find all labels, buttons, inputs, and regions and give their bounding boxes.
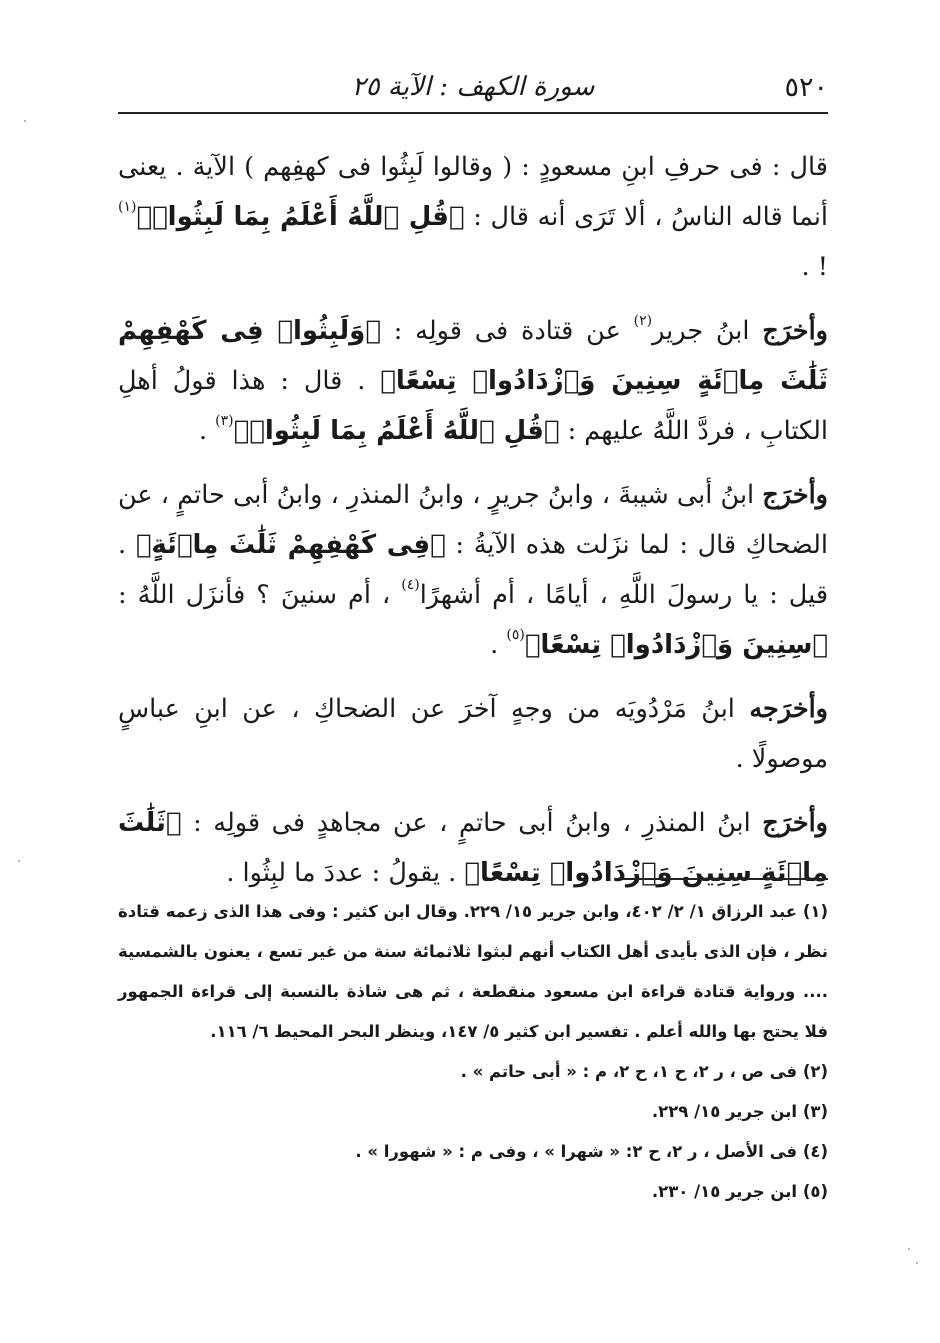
footnote-ref-2: (٣) — [215, 413, 234, 429]
quran-quote-2: ﴿سِنِينَ وَٱزْدَادُوا۟ تِسْعًا﴾ — [524, 630, 828, 660]
paragraph-text-2: . قيل : يا رسولَ اللَّهِ ، أيامًا ، أم أشهرًا — [118, 530, 829, 610]
paragraph-tail: . يقولُ : عددَ ما لبِثُوا . — [226, 858, 465, 888]
footnote-ref-2: (٥) — [506, 627, 525, 643]
paragraph-text: قال : فى حرفِ ابنِ مسعودٍ : ( وقالوا لَبِثُوا فى كهفِهم ) الآية . يعنى أنما قاله الناسُ ، ألا تَرَى أنه قال : — [118, 152, 828, 232]
paragraph-text-2: عن قتادة فى قولِه : — [380, 316, 634, 346]
paragraph-3 — [118, 470, 828, 670]
paragraph-4 — [118, 684, 828, 784]
scan-speck — [916, 1262, 918, 1264]
scan-speck — [24, 120, 26, 122]
footnote-2: (٢) فى ص ، ر ٢، ح ١، ح ٢، م : « أبى حاتم » . — [460, 1062, 828, 1081]
footnote-4: (٤) فى الأصل ، ر ٢، ح ٢: « شهرا » ، وفى م : « شهورا » . — [355, 1142, 828, 1161]
paragraph-2 — [118, 306, 828, 456]
footnote-divider — [620, 878, 828, 880]
footnote-ref: (٤) — [401, 577, 420, 593]
scan-speck — [18, 860, 20, 862]
paragraph-text-3: ، أم سنينَ ؟ فأنزَل اللَّهُ : — [118, 580, 402, 610]
paragraph-lead: وأخرَج — [762, 480, 828, 510]
quran-quote: ﴿وَلَبِثُوا۟ فِى كَهْفِهِمْ ثَلَٰثَ مِا۟ئَةٍ سِنِينَ وَٱزْدَادُوا۟ تِسْعًا﴾ — [118, 316, 828, 396]
quran-quote: ﴿قُلِ ٱللَّهُ أَعْلَمُ بِمَا لَبِثُوا۟﴾ — [136, 202, 465, 232]
paragraph-lead: وأخرَج — [762, 316, 828, 346]
running-title: سورة الكهف : الآية ٢٥ — [351, 72, 595, 102]
footnote-1: (١) عبد الرزاق ١/ ٢/ ٤٠٢، وابن جرير ١٥/ ٢٢٩. وقال ابن كثير : وفى هذا الذى زعمه قتادة نظر ، فإن الذى بأيدى أهل الكتاب أنهم لبثوا ثلاثمائة سنة من غير تسع ، يعنون بالشمسية .... ورواية قتادة قراءة ابن مسعود منقطعة ، ثم هى شاذة بالنسبة إلى قراءة الجمهور فلا يحتج بها والله أعلم . تفسير ابن كثير ٥/ ١٤٧، وينظر البحر المحيط ٦/ ١١٦. — [118, 902, 828, 1041]
scan-speck — [908, 1248, 910, 1250]
main-text — [118, 142, 828, 898]
footnote-5: (٥) ابن جرير ١٥/ ٢٣٠. — [651, 1182, 828, 1201]
paragraph-tail: . — [198, 416, 216, 446]
page-header — [118, 60, 828, 114]
footnotes-section — [118, 878, 828, 1212]
quran-quote: ﴿فِى كَهْفِهِمْ ثَلَٰثَ مِا۟ئَةٍ﴾ — [135, 530, 446, 560]
paragraph-text: ابنُ مَرْدُويَه من وجهٍ آخرَ عن الضحاكِ ، عن ابنِ عباسٍ موصولًا . — [118, 694, 828, 774]
paragraph-text-3: . قال : هذا قولُ أهلِ الكتابِ ، فردَّ اللَّهُ عليهم : — [118, 366, 828, 446]
page-number: ٥٢٠ — [784, 72, 828, 103]
paragraph-tail: . — [490, 630, 507, 660]
quran-quote: ﴿ثَلَٰثَ مِا۟ئَةٍ سِنِينَ وَٱزْدَادُوا۟ تِسْعًا﴾ — [118, 808, 828, 888]
book-page — [118, 60, 828, 1320]
footnote-3: (٣) ابن جرير ١٥/ ٢٢٩. — [651, 1102, 828, 1121]
paragraph-text: ابنُ المنذرِ ، وابنُ أبى حاتمٍ ، عن مجاهدٍ فى قولِه : — [181, 808, 763, 838]
footnote-ref: (٢) — [633, 313, 653, 329]
paragraph-tail: ! . — [801, 252, 828, 282]
footnote-ref: (١) — [118, 199, 137, 215]
paragraph-text: ابنُ أبى شيبةَ ، وابنُ جريرٍ ، وابنُ المنذرِ ، وابنُ أبى حاتمٍ ، عن الضحاكِ قال : لما نزَلت هذه الآيةُ : — [118, 480, 829, 560]
paragraph-text: ابنُ جرير — [652, 316, 763, 346]
paragraph-lead: وأخرَجه — [749, 694, 828, 724]
quran-quote-2: ﴿قُلِ ٱللَّهُ أَعْلَمُ بِمَا لَبِثُوا۟﴾ — [233, 416, 560, 446]
paragraph-lead: وأخرَج — [762, 808, 828, 838]
paragraph-1 — [118, 142, 828, 292]
